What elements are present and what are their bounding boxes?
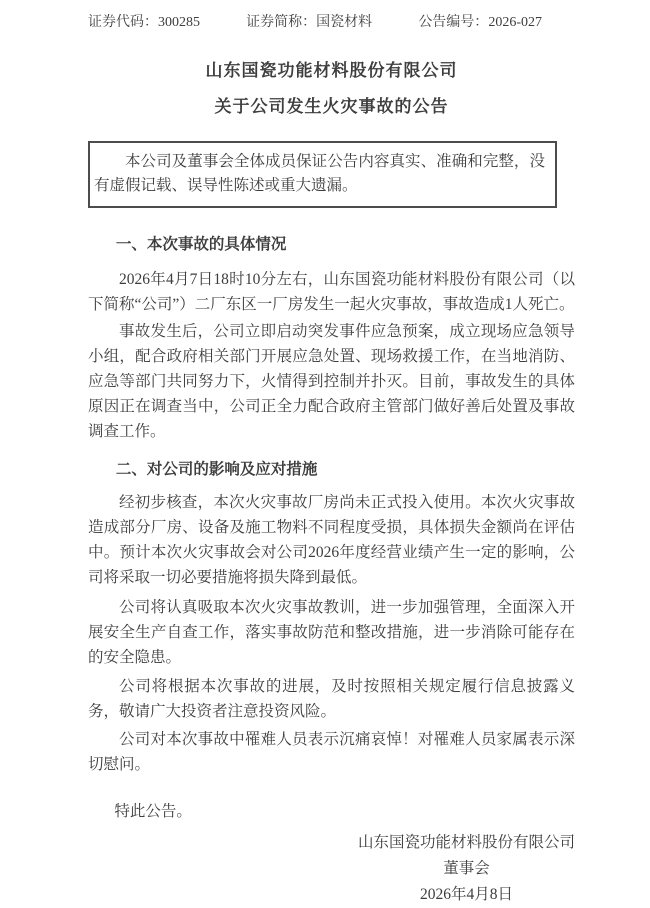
announcement-number-label: 公告编号：: [418, 15, 489, 30]
company-title: 山东国瓷功能材料股份有限公司: [205, 61, 458, 80]
stock-code-value: 300285: [158, 15, 200, 30]
signature-company: 山东国瓷功能材料股份有限公司: [357, 834, 575, 851]
stock-code-label: 证券代码：: [88, 15, 158, 30]
disclaimer-text: 本公司及董事会全体成员保证公告内容真实、准确和完整，没有虚假记载、误导性陈述或重大遗漏。: [94, 153, 545, 194]
announcement-number: [418, 13, 542, 33]
section-2-paragraph: 经初步核查，本次火灾事故厂房尚未正式投入使用。本次火灾事故造成部分厂房、设备及施工物料不同程度受损，具体损失金额尚在评估中。预计本次火灾事故会对公司2026年度经营业绩产生一定的影响，公司将采取一切必要措施将损失降到最低。: [88, 494, 575, 586]
stock-name: [246, 13, 372, 33]
section-1-paragraph: 2026年4月7日18时10分左右，山东国瓷功能材料股份有限公司（以下简称“公司”）二厂东区一厂房发生一起火灾事故，事故造成1人死亡。: [88, 271, 575, 313]
doc-header: [88, 13, 575, 33]
disclaimer-box: [88, 141, 557, 208]
announcement-title: 关于公司发生火灾事故的公告: [214, 97, 449, 116]
section-2-heading: 二、对公司的影响及应对措施: [115, 461, 318, 478]
section-2-paragraph: 公司将根据本次事故的进展，及时按照相关规定履行信息披露义务，敬请广大投资者注意投资风险。: [88, 678, 575, 720]
signature-board: 董事会: [443, 860, 490, 877]
section-1-heading: 一、本次事故的具体情况: [115, 236, 287, 253]
section-2-paragraph: 公司将认真吸取本次火灾事故教训，进一步加强管理，全面深入开展安全生产自查工作，落实事故防范和整改措施，进一步消除可能存在的安全隐患。: [88, 599, 575, 666]
closing-text: 特此公告。: [114, 803, 192, 820]
section-2-paragraph: 公司对本次事故中罹难人员表示沉痛哀悼！对罹难人员家属表示深切慰问。: [88, 731, 575, 773]
section-1-paragraph: 事故发生后，公司立即启动突发事件应急预案，成立现场应急领导小组，配合政府相关部门开展应急处置、现场救援工作，在当地消防、应急等部门共同努力下，火情得到控制并扑灭。目前，事故发生的具体原因正在调查当中，公司正全力配合政府主管部门做好善后处置及事故调查工作。: [88, 323, 575, 440]
signature-block: [358, 830, 575, 908]
signature-date: 2026年4月8日: [419, 886, 513, 903]
stock-code: [88, 13, 200, 33]
stock-name-value: 国瓷材料: [316, 15, 373, 30]
announcement-number-value: 2026-027: [488, 15, 542, 30]
stock-name-label: 证券简称：: [246, 15, 317, 30]
